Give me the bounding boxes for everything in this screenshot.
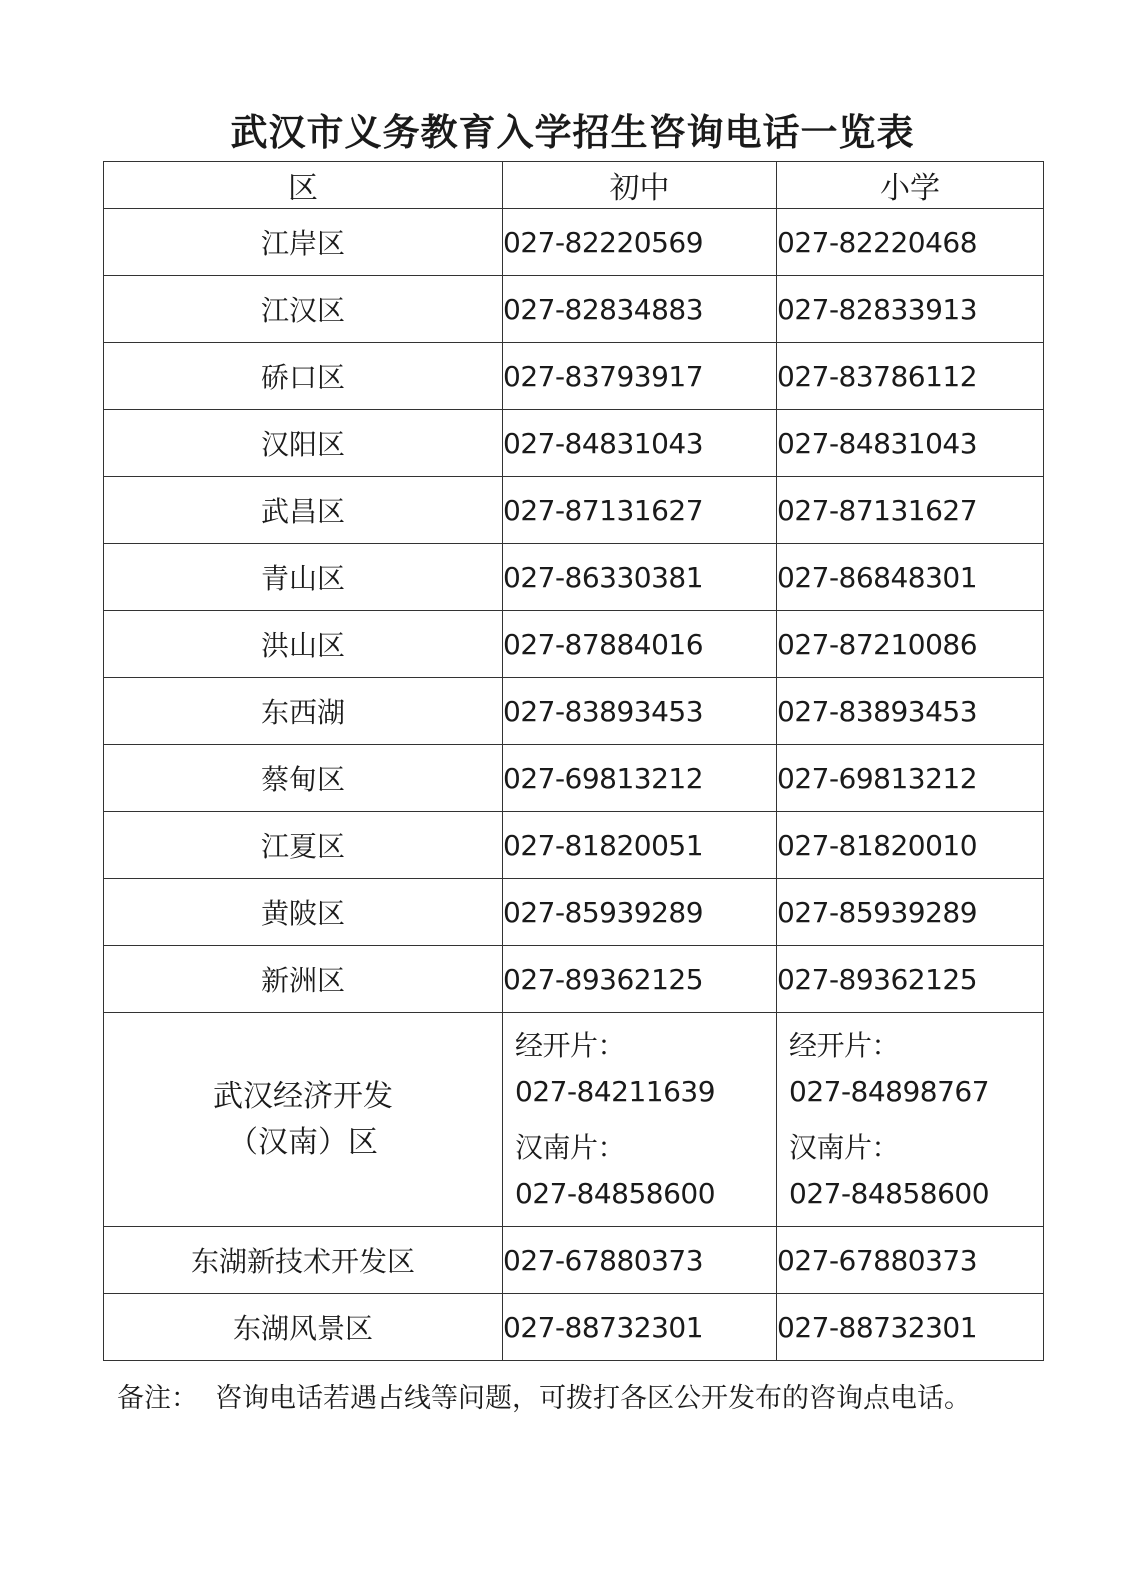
footnote: [117, 1377, 971, 1421]
district-cell: 东西湖: [104, 678, 503, 745]
junior-phone-cell: 027-82220569: [503, 209, 777, 276]
primary-phone-cell: 027-87131627: [777, 477, 1044, 544]
table-row: [104, 477, 1044, 544]
table-row: [104, 812, 1044, 879]
district-cell: 洪山区: [104, 611, 503, 678]
table-row: [104, 611, 1044, 678]
header-junior: 初中: [503, 162, 777, 209]
table-row: [104, 276, 1044, 343]
table-row: [104, 879, 1044, 946]
primary-phone-cell: 027-84831043: [777, 410, 1044, 477]
header-district: 区: [104, 162, 503, 209]
district-cell: 东湖风景区: [104, 1294, 503, 1361]
phone-number: 027-84858600: [789, 1176, 990, 1210]
note-label: 备注：: [117, 1383, 198, 1414]
junior-phone-cell: 027-67880373: [503, 1227, 777, 1294]
primary-phone-cell: 027-82220468: [777, 209, 1044, 276]
junior-phone-cell: 027-88732301: [503, 1294, 777, 1361]
district-cell: 江岸区: [104, 209, 503, 276]
junior-phone-cell: 027-85939289: [503, 879, 777, 946]
header-primary: 小学: [777, 162, 1044, 209]
district-cell: 东湖新技术开发区: [104, 1227, 503, 1294]
primary-phone-cell: 027-89362125: [777, 946, 1044, 1013]
junior-phone-cell: 027-82834883: [503, 276, 777, 343]
table-row: [104, 678, 1044, 745]
table-row-economic-zone: [104, 1013, 1044, 1227]
primary-phone-cell: 027-69813212: [777, 745, 1044, 812]
table-row: [104, 946, 1044, 1013]
district-cell: 黄陂区: [104, 879, 503, 946]
district-cell: 硚口区: [104, 343, 503, 410]
district-cell: 新洲区: [104, 946, 503, 1013]
primary-phone-cell: 027-67880373: [777, 1227, 1044, 1294]
phone-number: 027-84858600: [515, 1176, 716, 1210]
junior-phone-cell: 027-81820051: [503, 812, 777, 879]
district-line: （汉南）区: [228, 1124, 378, 1160]
phone-number: 027-84211639: [515, 1074, 716, 1108]
district-cell: 汉阳区: [104, 410, 503, 477]
district-line: 武汉经济开发: [213, 1078, 393, 1114]
note-text: 咨询电话若遇占线等问题，可拨打各区公开发布的咨询点电话。: [215, 1383, 971, 1414]
district-cell: 青山区: [104, 544, 503, 611]
phone-number: 027-84898767: [789, 1074, 990, 1108]
area-label: 汉南片：: [515, 1130, 626, 1164]
spacer: [789, 1115, 1043, 1125]
table-row: [104, 1294, 1044, 1361]
junior-phone-cell: [503, 1013, 777, 1227]
primary-phone-cell: 027-86848301: [777, 544, 1044, 611]
junior-phone-cell: 027-87884016: [503, 611, 777, 678]
junior-phone-cell: 027-87131627: [503, 477, 777, 544]
table-header-row: [104, 162, 1044, 209]
primary-phone-cell: 027-81820010: [777, 812, 1044, 879]
primary-phone-cell: 027-88732301: [777, 1294, 1044, 1361]
consultation-phone-table: [103, 161, 1044, 1361]
primary-phone-cell: 027-83786112: [777, 343, 1044, 410]
district-cell: 江汉区: [104, 276, 503, 343]
junior-phone-cell: 027-69813212: [503, 745, 777, 812]
district-cell: 武昌区: [104, 477, 503, 544]
district-cell: 蔡甸区: [104, 745, 503, 812]
table-row: [104, 343, 1044, 410]
primary-phone-cell: 027-82833913: [777, 276, 1044, 343]
district-cell: [104, 1013, 503, 1227]
junior-phone-cell: 027-83893453: [503, 678, 777, 745]
table-row: [104, 544, 1044, 611]
district-cell: 江夏区: [104, 812, 503, 879]
primary-phone-cell: 027-87210086: [777, 611, 1044, 678]
area-label: 汉南片：: [789, 1130, 900, 1164]
table-row: [104, 1227, 1044, 1294]
primary-phone-cell: [777, 1013, 1044, 1227]
primary-phone-cell: 027-85939289: [777, 879, 1044, 946]
page-title: 武汉市义务教育入学招生咨询电话一览表: [230, 111, 915, 154]
junior-phone-cell: 027-84831043: [503, 410, 777, 477]
junior-phone-cell: 027-83793917: [503, 343, 777, 410]
area-label: 经开片：: [789, 1028, 900, 1062]
table-row: [104, 209, 1044, 276]
area-label: 经开片：: [515, 1028, 626, 1062]
table-row: [104, 745, 1044, 812]
junior-phone-cell: 027-89362125: [503, 946, 777, 1013]
junior-phone-cell: 027-86330381: [503, 544, 777, 611]
table-row: [104, 410, 1044, 477]
spacer: [515, 1115, 776, 1125]
primary-phone-cell: 027-83893453: [777, 678, 1044, 745]
